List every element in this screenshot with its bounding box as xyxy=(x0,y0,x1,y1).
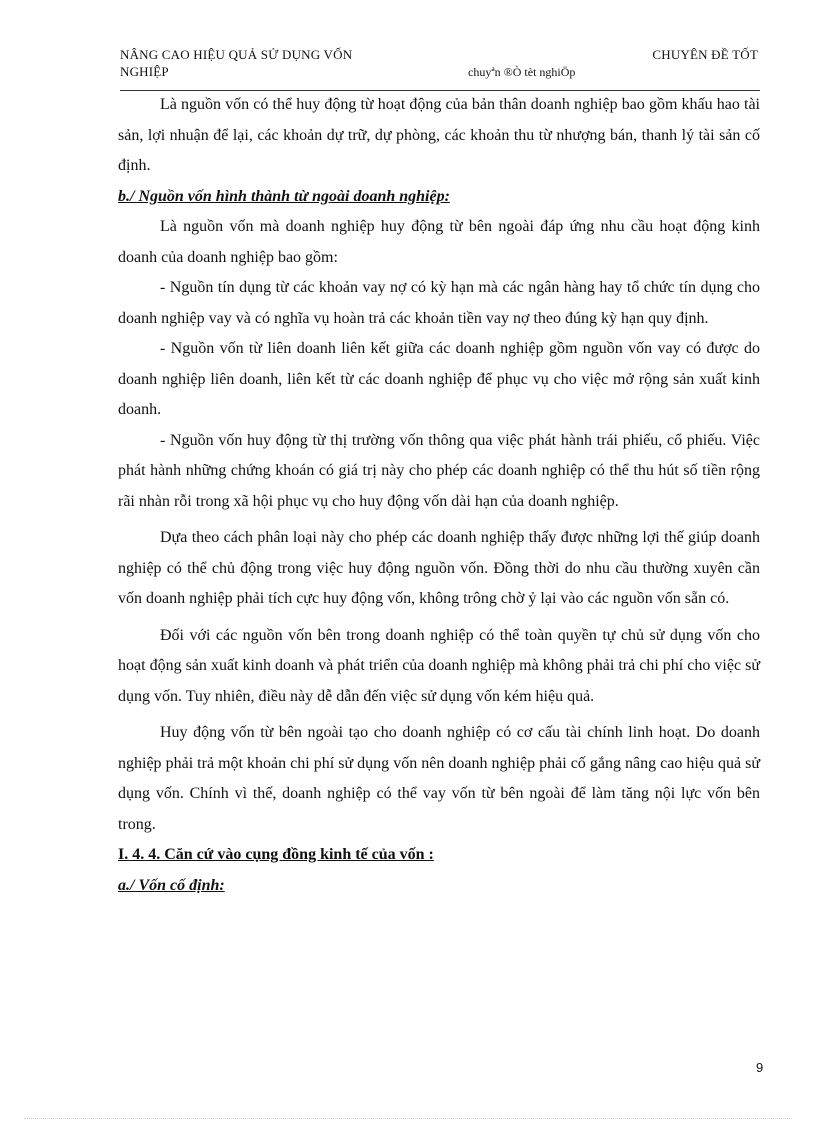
paragraph-5: - Nguồn vốn huy động từ thị trường vốn thông qua việc phát hành trái phiếu, cổ phiếu. Việc phát hành những chứng khoán có giá trị này cho phép các doanh nghiệp có thể thu hút số tiền rộng rãi nhàn rỗi trong xã hội phục vụ cho huy động vốn dài hạn của doanh nghiệp. xyxy=(118,431,760,510)
page-header xyxy=(120,46,760,91)
header-left-line2: NGHIỆP xyxy=(120,64,169,79)
heading-a: a./ Vốn cố định: xyxy=(118,876,225,894)
heading-b: b./ Nguồn vốn hình thành từ ngoài doanh nghiệp: xyxy=(118,187,450,205)
page-number: 9 xyxy=(756,1060,764,1075)
header-center: chuyªn ®Ò tèt nghiÖp xyxy=(468,65,576,79)
paragraph-4: - Nguồn vốn từ liên doanh liên kết giữa các doanh nghiệp gồm nguồn vốn vay có được do doanh nghiệp liên doanh, liên kết từ các doanh nghiệp để phục vụ cho việc mở rộng sản xuất kinh doanh. xyxy=(118,340,760,418)
paragraph-8: Huy động vốn từ bên ngoài tạo cho doanh nghiệp có cơ cấu tài chính linh hoạt. Do doanh nghiệp phải trả một khoản chi phí sử dụng vốn nên doanh nghiệp phải cố gắng nâng cao hiệu quả sử dụng vốn. Chính vì thế, doanh nghiệp có thể vay vốn từ bên ngoài để làm tăng nội lực vốn bên trong. xyxy=(118,724,760,833)
paragraph-3: - Nguồn tín dụng từ các khoản vay nợ có kỳ hạn mà các ngân hàng hay tổ chức tín dụng cho doanh nghiệp vay và có nghĩa vụ hoàn trả các khoản tiền vay nợ theo đúng kỳ hạn quy định. xyxy=(118,279,760,327)
header-right: CHUYÊN ĐỀ TỐT xyxy=(652,47,758,62)
document-body xyxy=(118,90,760,901)
bottom-divider xyxy=(24,1118,792,1119)
header-left xyxy=(120,46,352,80)
paragraph-2: Là nguồn vốn mà doanh nghiệp huy động từ bên ngoài đáp ứng nhu cầu hoạt động kinh doanh của doanh nghiệp bao gồm: xyxy=(118,218,760,266)
paragraph-1: Là nguồn vốn có thể huy động từ hoạt động của bản thân doanh nghiệp bao gồm khấu hao tài sản, lợi nhuận để lại, các khoản dự trữ, dự phòng, các khoản thu từ nhượng bán, thanh lý tài sản cố định. xyxy=(118,96,760,174)
paragraph-7: Đối với các nguồn vốn bên trong doanh nghiệp có thể toàn quyền tự chủ sử dụng vốn cho hoạt động sản xuất kinh doanh và phát triển của doanh nghiệp mà không phải trả chi phí cho việc sử dụng vốn. Tuy nhiên, điều này dễ dẫn đến việc sử dụng vốn kém hiệu quả. xyxy=(118,626,760,705)
header-left-line1: NÂNG CAO HIỆU QUẢ SỬ DỤNG VỐN xyxy=(120,47,353,62)
paragraph-6: Dựa theo cách phân loại này cho phép các doanh nghiệp thấy được những lợi thế giúp doanh nghiệp có thể chủ động trong việc huy động nguồn vốn. Đồng thời do nhu cầu thường xuyên cần vốn doanh nghiệp phải tích cực huy động vốn, không trông chờ ỷ lại vào các nguồn vốn sẵn có. xyxy=(118,529,760,607)
heading-i44: I. 4. 4. Căn cứ vào cụng đồng kinh tế của vốn : xyxy=(118,846,434,863)
